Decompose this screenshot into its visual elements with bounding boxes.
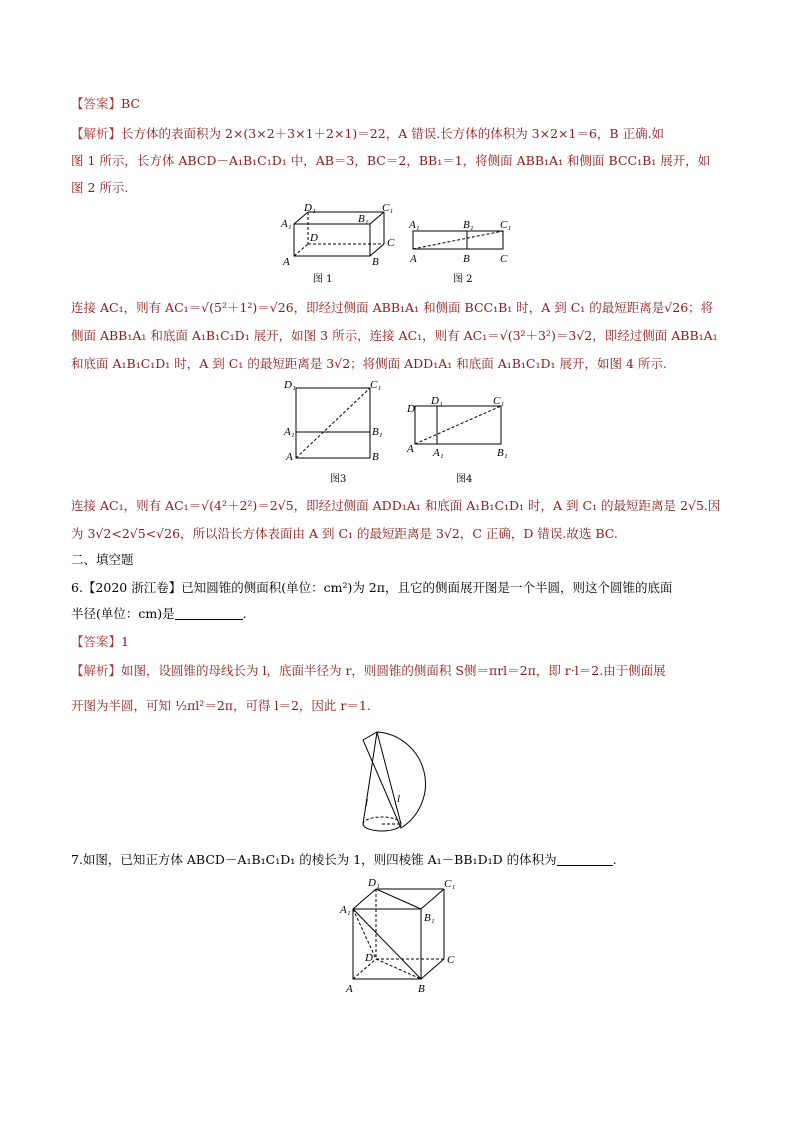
label-d1: D₁ <box>368 877 380 889</box>
label-c: C <box>447 954 455 966</box>
q7-stem-text: 7.如图，已知正方体 ABCD－A₁B₁C₁D₁ 的棱长为 1，则四棱锥 A₁－BB₁D₁D 的体积为 <box>71 852 557 867</box>
label-c1: C₁ <box>370 379 382 391</box>
label-b: B <box>418 983 425 995</box>
figure-3-unfold <box>280 378 390 464</box>
label-b1: B₁ <box>358 213 369 225</box>
q6-stem-line-2: 半径(单位：cm)是 . <box>71 606 247 621</box>
answer-value: BC <box>121 96 140 111</box>
label-b: B <box>463 253 470 265</box>
label-a: A <box>286 451 293 463</box>
label-c: C <box>500 253 508 265</box>
q7-stem <box>71 852 617 868</box>
label-a1: A₁ <box>284 426 295 438</box>
label-a: A <box>407 443 414 455</box>
figure-4-unfold <box>405 394 515 460</box>
figure-cube <box>338 875 468 997</box>
label-b: B <box>372 256 379 268</box>
answer-value: 1 <box>121 634 129 649</box>
label-d1: D₁ <box>284 379 296 391</box>
analysis-text: 长方体的表面积为 2×(3×2＋3×1＋2×1)＝22，A 错误.长方体的体积为 3×2×1＝6，B 正确.如 <box>121 126 665 141</box>
label-c1: C₁ <box>493 395 505 407</box>
label-a: A <box>283 256 290 268</box>
label-a1: A₁ <box>281 218 292 230</box>
figure-2-unfold <box>405 218 515 266</box>
figure-1-caption: 图 1 <box>313 274 333 285</box>
label-d: D <box>407 403 415 415</box>
label-c1: C₁ <box>444 878 456 890</box>
analysis-tag: 【解析】 <box>71 126 122 141</box>
answer-blank <box>175 607 243 620</box>
q6-answer-line <box>71 634 129 650</box>
label-d: D <box>310 232 318 244</box>
label-b1: B₁ <box>372 426 383 438</box>
label-a1: A₁ <box>409 219 420 231</box>
label-c: C <box>387 237 395 249</box>
label-c1: C₁ <box>382 202 394 214</box>
answer-tag: 【答案】 <box>71 96 122 111</box>
analysis-text: 如图，设圆锥的母线长为 l，底面半径为 r，则圆锥的侧面积 S侧＝πrl＝2π，即 r·l＝2.由于侧面展 <box>121 663 666 678</box>
q5-para2-line-2: 侧面 ABB₁A₁ 和底面 A₁B₁C₁D₁ 展开，如图 3 所示，连接 AC₁，则有 AC₁＝√(3²＋3²)＝3√2，即经过侧面 ABB₁A₁ <box>71 328 718 343</box>
label-l-left: l <box>365 797 369 809</box>
label-c1: C₁ <box>500 219 512 231</box>
q5-para3-line-2: 为 3√2<2√5<√26，所以沿长方体表面由 A 到 C₁ 的最短距离是 3√2，C 正确，D 错误.故选 BC. <box>71 526 618 541</box>
label-b1: B₁ <box>424 912 435 924</box>
label-a: A <box>346 983 353 995</box>
q5-answer-line <box>71 96 140 112</box>
q6-stem-line-1: 6.【2020 浙江卷】已知圆锥的侧面积(单位：cm²)为 2π，且它的侧面展开图是一个半圆，则这个圆锥的底面 <box>71 580 673 595</box>
figure-1-cuboid <box>280 202 395 268</box>
label-d1: D₁ <box>304 202 316 214</box>
q5-para3-line-1: 连接 AC₁，则有 AC₁＝√(4²＋2²)＝2√5，即经过侧面 ADD₁A₁ 和底面 A₁B₁C₁D₁ 时，A 到 C₁ 的最短距离是 2√5.因 <box>71 498 721 513</box>
section-title: 二、填空题 <box>71 552 134 567</box>
q5-para2-line-3: 和底面 A₁B₁C₁D₁ 时，A 到 C₁ 的最短距离是 3√2；将侧面 ADD₁A₁ 和底面 A₁B₁C₁D₁ 展开，如图 4 所示. <box>71 356 667 371</box>
q6-analysis-line-1 <box>71 663 666 679</box>
label-d: D <box>365 952 373 964</box>
q6-analysis-line-2: 开图为半圆，可知 ½πl²＝2π，可得 l＝2，因此 r＝1. <box>71 698 371 713</box>
q7-stem-end: . <box>612 852 617 867</box>
figure-2-caption: 图 2 <box>453 274 473 285</box>
figure-cone-unfold <box>355 728 445 836</box>
q5-analysis-line-2: 图 1 所示，长方体 ABCD－A₁B₁C₁D₁ 中，AB＝3，BC＝2，BB₁＝1，将侧面 ABB₁A₁ 和侧面 BCC₁B₁ 展开，如 <box>71 153 711 168</box>
q6-stem-text: 半径(单位：cm)是 <box>71 606 175 621</box>
label-d1: D₁ <box>431 395 443 407</box>
label-a1: A₁ <box>340 904 351 916</box>
answer-tag: 【答案】 <box>71 634 122 649</box>
label-b: B <box>372 451 379 463</box>
label-a1: A₁ <box>433 447 444 459</box>
analysis-tag: 【解析】 <box>71 663 122 678</box>
label-b1: B₁ <box>497 447 508 459</box>
answer-blank <box>557 853 613 866</box>
q5-analysis-line-1 <box>71 126 664 142</box>
label-a: A <box>410 253 417 265</box>
figure-3-caption: 图3 <box>330 474 347 485</box>
q5-para2-line-1: 连接 AC₁，则有 AC₁＝√(5²＋1²)＝√26，即经过侧面 ABB₁A₁ 和侧面 BCC₁B₁ 时，A 到 C₁ 的最短距离是√26；将 <box>71 300 714 315</box>
figure-4-caption: 图4 <box>456 474 473 485</box>
label-l-right: l <box>397 793 401 805</box>
q5-analysis-line-3: 图 2 所示. <box>71 180 129 195</box>
label-b1: B₁ <box>463 219 474 231</box>
